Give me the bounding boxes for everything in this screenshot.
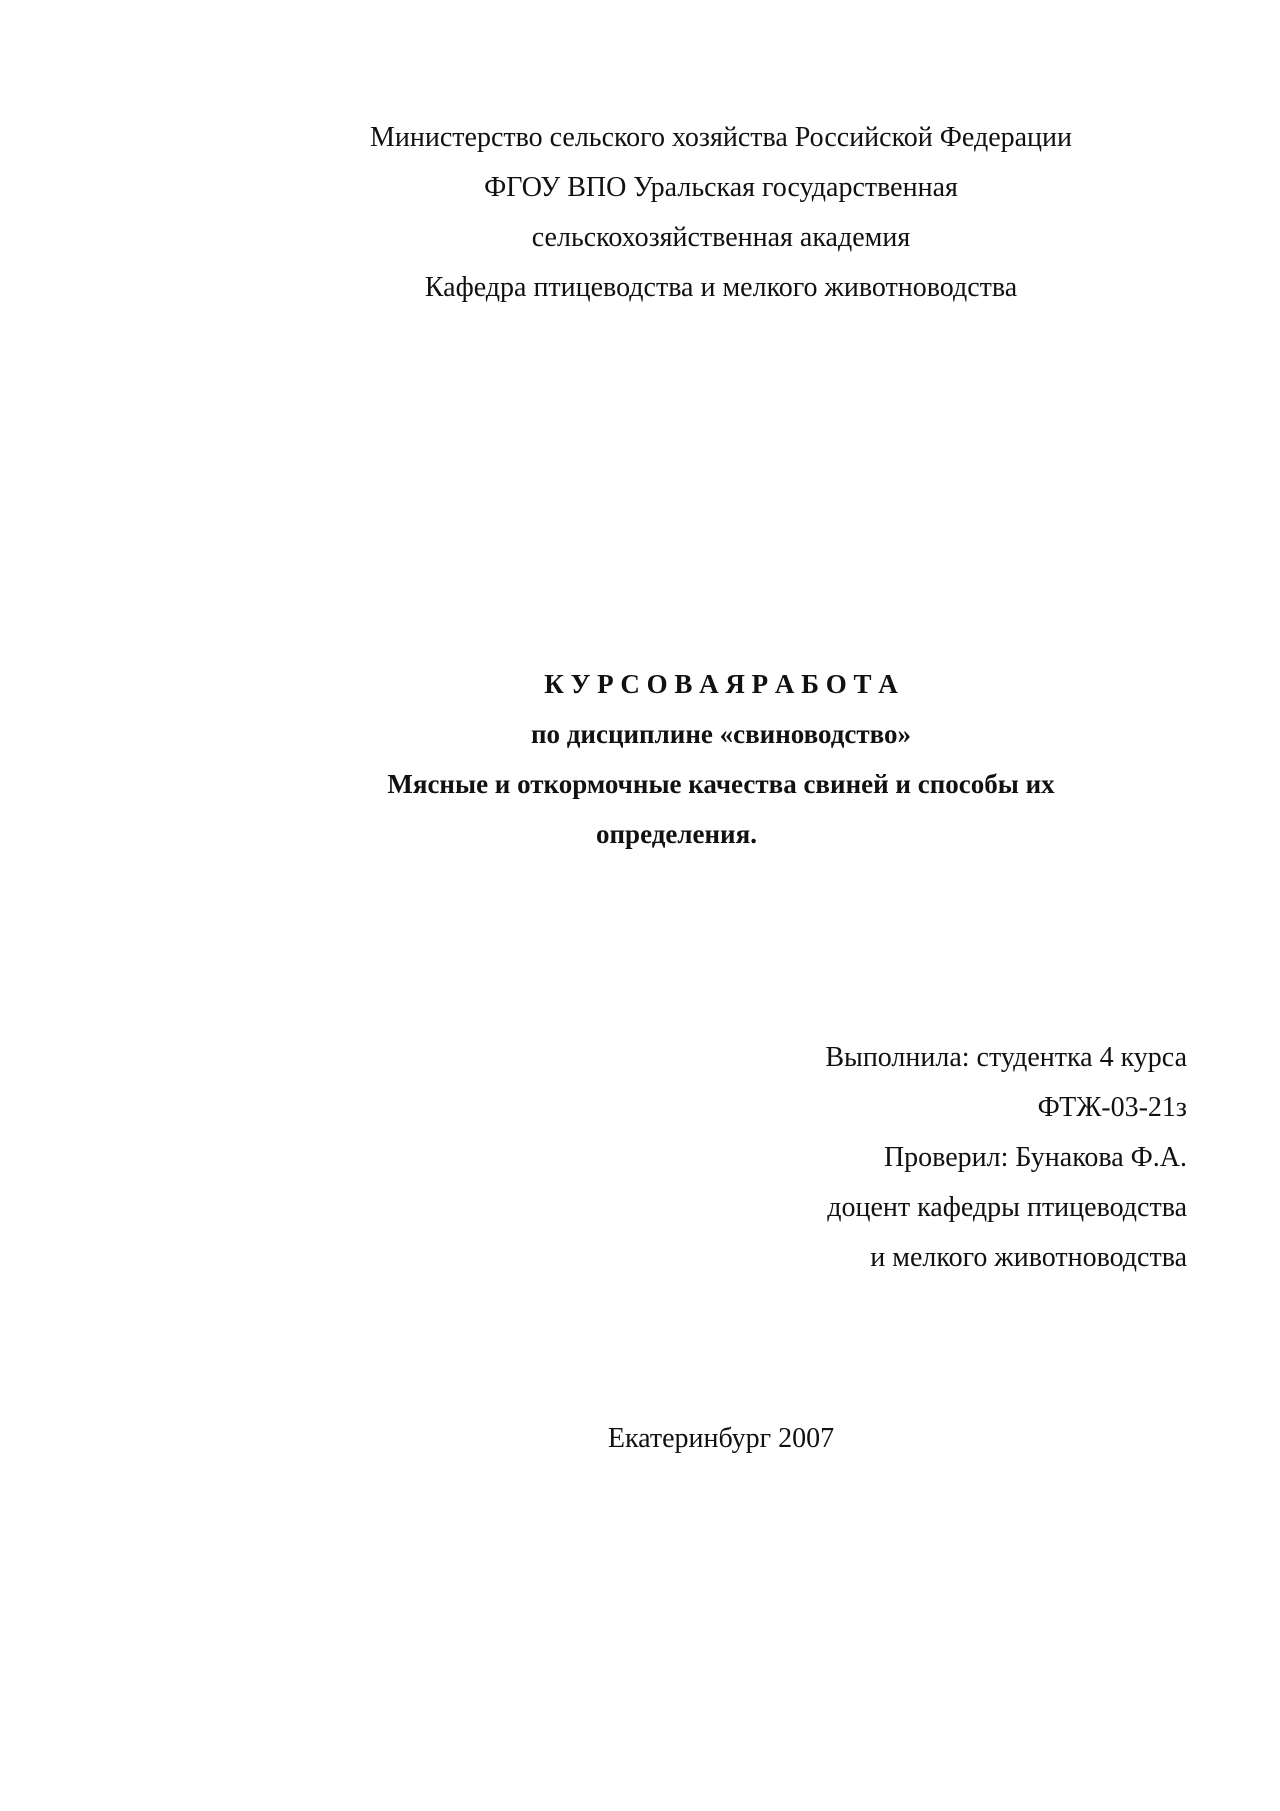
- topic-line-1: Мясные и откормочные качества свиней и способы их: [387, 769, 1055, 799]
- city-year-line: Екатеринбург 2007: [607, 1423, 835, 1454]
- work-type-heading: К У Р С О В А Я Р А Б О Т А: [544, 669, 898, 699]
- discipline-line: по дисциплине «свиноводство»: [530, 719, 912, 749]
- topic-line-2: определения.: [596, 819, 757, 849]
- ministry-line: Министерство сельского хозяйства Российской Федерации: [370, 122, 1072, 153]
- institution-line-1: ФГОУ ВПО Уральская государственная: [484, 172, 958, 203]
- department-line: Кафедра птицеводства и мелкого животноводства: [424, 272, 1018, 303]
- checked-by-line: Проверил: Бунакова Ф.А.: [883, 1142, 1187, 1173]
- performed-by-line: Выполнила: студентка 4 курса: [825, 1042, 1187, 1073]
- position-line-1: доцент кафедры птицеводства: [827, 1192, 1187, 1223]
- group-line: ФТЖ-03-21з: [1037, 1092, 1187, 1123]
- position-line-2: и мелкого животноводства: [870, 1242, 1187, 1273]
- institution-line-2: сельскохозяйственная академия: [531, 222, 911, 253]
